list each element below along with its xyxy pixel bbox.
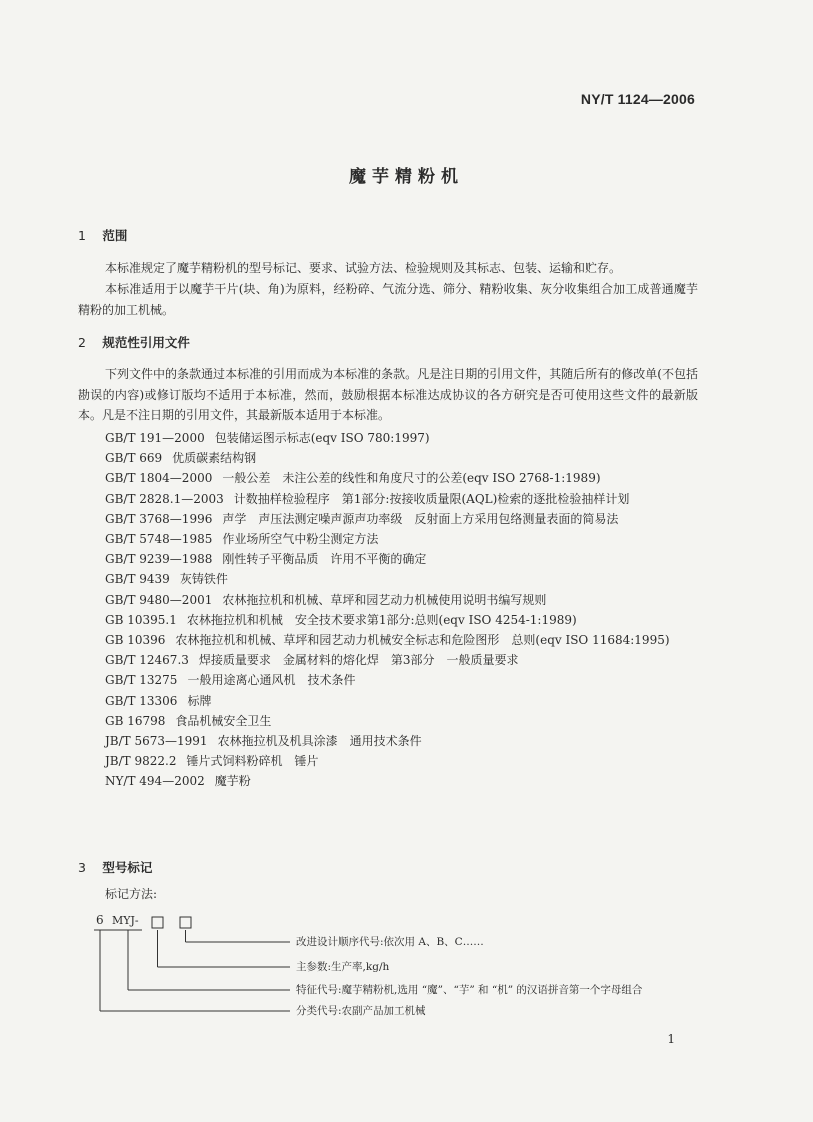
section-number: 3	[78, 860, 86, 875]
revision-code-desc: 改进设计顺序代号:依次用 A、B、C……	[296, 936, 484, 948]
section-title: 型号标记	[102, 860, 153, 875]
section-3-heading	[78, 858, 152, 876]
reference-item: GB/T 2828.1—2003 计数抽样检验程序 第1部分:按接收质量限(AQL)检索的逐批检验抽样计划	[105, 491, 630, 506]
section-title: 范围	[102, 228, 128, 243]
reference-item: GB 16798 食品机械安全卫生	[105, 713, 272, 728]
section-1-heading	[78, 226, 127, 244]
section-number: 1	[78, 228, 86, 243]
reference-list	[78, 428, 698, 792]
parameter-box	[152, 917, 163, 928]
reference-item: GB/T 9480—2001 农林拖拉机和机械、草坪和园艺动力机械使用说明书编写规则	[105, 592, 547, 607]
section-title: 规范性引用文件	[102, 335, 190, 350]
reference-item: JB/T 9822.2 锤片式饲料粉碎机 锤片	[105, 754, 319, 769]
reference-item: JB/T 5673—1991 农林拖拉机及机具涂漆 通用技术条件	[105, 734, 422, 749]
revision-box	[180, 917, 191, 928]
class-code-desc: 分类代号:农副产品加工机械	[296, 1005, 426, 1017]
main-parameter-desc: 主参数:生产率,kg/h	[296, 961, 390, 973]
reference-item: GB/T 9439 灰铸铁件	[105, 572, 228, 587]
reference-item: GB/T 13306 标牌	[105, 693, 212, 708]
page-number: 1	[667, 1032, 675, 1046]
scope-paragraph-1: 本标准规定了魔芋精粉机的型号标记、要求、试验方法、检验规则及其标志、包装、运输和贮存。	[105, 261, 622, 275]
feature-code-desc: 特征代号:魔芋精粉机,选用 “魔”、“芋” 和 “机” 的汉语拼音第一个字母组合	[296, 984, 643, 996]
reference-item: GB/T 669 优质碳素结构钢	[105, 451, 257, 466]
reference-item: GB/T 3768—1996 声学 声压法测定噪声源声功率级 反射面上方采用包络测量表面的简易法	[105, 511, 619, 526]
references-intro: 下列文件中的条款通过本标准的引用而成为本标准的条款。凡是注日期的引用文件，其随后所有的修改单(不包括勘误的内容)或修订版均不适用于本标准，然而，鼓励根据本标准达成协议的各方研究是否可使用这些文件的最新版本。凡是不注日期的引用文件，其最新版本适用于本标准。	[78, 367, 698, 422]
reference-item: GB/T 9239—1988 刚性转子平衡品质 许用不平衡的确定	[105, 552, 427, 567]
reference-item: GB 10396 农林拖拉机和机械、草坪和园艺动力机械安全标志和危险图形 总则(eqv ISO 11684:1995)	[105, 633, 670, 648]
reference-item: GB/T 5748—1985 作业场所空气中粉尘测定方法	[105, 532, 379, 547]
standard-code: NY/T 1124—2006	[580, 91, 695, 107]
class-code-6: 6	[96, 913, 104, 927]
reference-item: GB/T 12467.3 焊接质量要求 金属材料的熔化焊 第3部分 一般质量要求	[105, 653, 519, 668]
marking-method-label: 标记方法:	[105, 887, 158, 901]
feature-code-myj: MYJ-	[112, 914, 139, 927]
section-number: 2	[78, 335, 86, 350]
scope-paragraph-2: 本标准适用于以魔芋干片(块、角)为原料，经粉碎、气流分选、筛分、精粉收集、灰分收集组合加工成普通魔芋精粉的加工机械。	[78, 282, 698, 317]
section-2-heading	[78, 333, 190, 351]
reference-item: GB 10395.1 农林拖拉机和机械 安全技术要求第1部分:总则(eqv ISO 4254-1:1989)	[105, 612, 577, 627]
reference-item: GB/T 13275 一般用途离心通风机 技术条件	[105, 673, 356, 688]
reference-item: NY/T 494—2002 魔芋粉	[105, 774, 251, 789]
document-title: 魔芋精粉机	[349, 167, 464, 187]
reference-item: GB/T 191—2000 包装储运图示标志(eqv ISO 780:1997)	[105, 431, 430, 445]
model-marking-diagram	[90, 910, 710, 1030]
reference-item: GB/T 1804—2000 一般公差 未注公差的线性和角度尺寸的公差(eqv ISO 2768-1:1989)	[105, 471, 601, 486]
